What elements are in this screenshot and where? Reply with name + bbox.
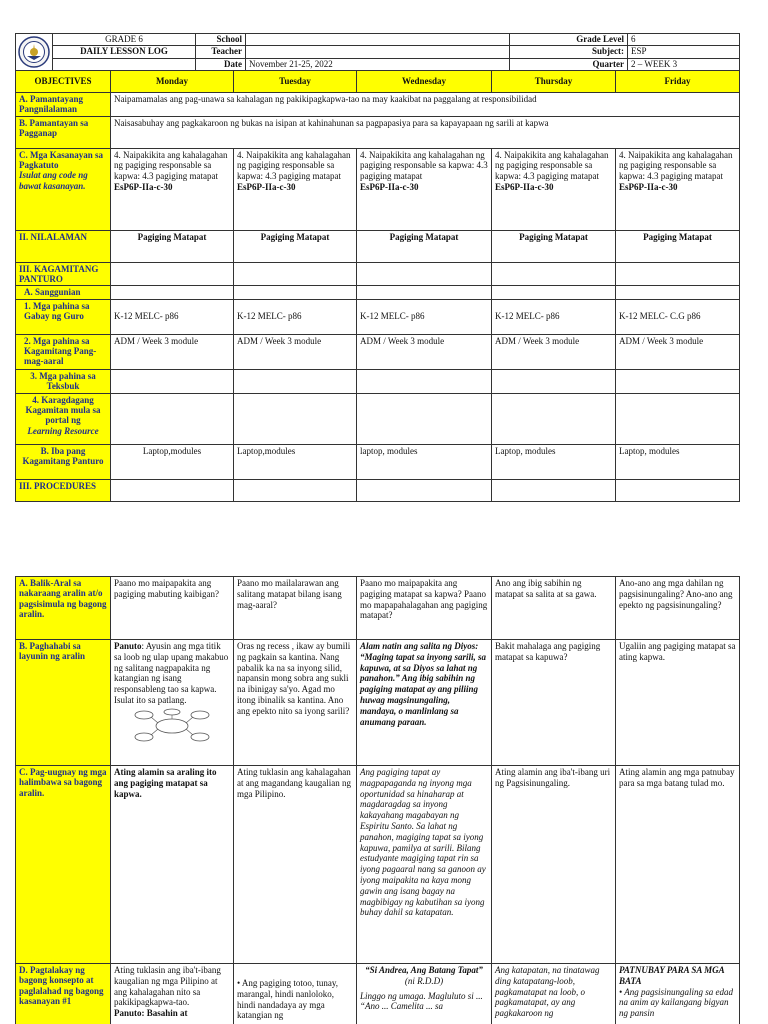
gabay-monday: K-12 MELC- p86 xyxy=(111,299,234,334)
iba-wednesday: laptop, modules xyxy=(357,444,492,479)
paghahabi-friday: Ugaliin ang pagiging matapat sa ating kapwa. xyxy=(616,640,740,766)
subject-value: ESP xyxy=(628,46,740,58)
row-label-kasanayan xyxy=(16,148,111,230)
school-value xyxy=(246,34,510,46)
school-label: School xyxy=(196,34,246,46)
doc-title: DAILY LESSON LOG xyxy=(53,46,196,58)
iba-thursday: Laptop, modules xyxy=(492,444,616,479)
row-label-pagtalakay: D. Pagtalakay ng bagong konsepto at paglalahad ng bagong kasanayan #1 xyxy=(16,964,111,1024)
pagtalakay-thursday: Ang katapatan, na tinatawag ding katapatang-loob, pagkamatapat na loob, o pagkamatapat, ay ang pagkakaroon ng xyxy=(492,964,616,1024)
row-label-karagdagang-kagamitan xyxy=(16,393,111,444)
kasanayan-monday xyxy=(111,148,234,230)
row-label-kagamitang-pang-mag-aaral: 2. Mga pahina sa Kagamitang Pang-mag-aaral xyxy=(16,334,111,369)
kagamitan-monday: ADM / Week 3 module xyxy=(111,334,234,369)
row-label-pamantayan-sa-pagganap: B. Pamantayan sa Pagganap xyxy=(16,116,111,148)
col-tuesday: Tuesday xyxy=(234,71,357,93)
kasanayan-code: EsP6P-IIa-c-30 xyxy=(495,182,554,193)
kasanayan-text: 4. Naipakikita ang kahalagahan ng pagiging responsable sa kapwa: 4.3 pagiging matapat xyxy=(495,149,609,182)
balik-aral-monday: Paano mo maipapakita ang pagiging mabuting kaibigan? xyxy=(111,577,234,640)
kagamitan-thursday: ADM / Week 3 module xyxy=(492,334,616,369)
kasanayan-label-note: Isulat ang code ng bawat kasanayan. xyxy=(19,170,88,191)
col-objectives: OBJECTIVES xyxy=(16,71,111,93)
balik-aral-wednesday: Paano mo maipapakita ang pagiging matapat sa kapwa? Paano mo mapapahalagahan ang pagiging matapat? xyxy=(357,577,492,640)
row-label-gabay-ng-guro: 1. Mga pahina sa Gabay ng Guro xyxy=(16,299,111,334)
lesson-table-page1 xyxy=(15,70,740,502)
pagtalakay-monday-text: Ating tuklasin ang iba't-ibang kaugalian ng mga Pilipino at ang kahalagahan nito sa pakikipagkapwa-tao. xyxy=(114,965,221,1008)
grade-level-value: 6 xyxy=(628,34,740,46)
kasanayan-thursday xyxy=(492,148,616,230)
row-label-sanggunian: A. Sanggunian xyxy=(16,286,111,299)
lesson-table-page2 xyxy=(15,576,740,1024)
karagdagang-label-note: Learning Resource xyxy=(27,425,99,436)
kagamitan-tuesday: ADM / Week 3 module xyxy=(234,334,357,369)
kasanayan-friday xyxy=(616,148,740,230)
pagtalakay-wednesday xyxy=(357,964,492,1024)
kasanayan-wednesday xyxy=(357,148,492,230)
pagtalakay-monday-panuto: Panuto: Basahin at xyxy=(114,1008,188,1019)
nilalaman-thursday: Pagiging Matapat xyxy=(492,230,616,262)
pagtalakay-monday xyxy=(111,964,234,1024)
row-label-iba-pang-kagamitan: B. Iba pang Kagamitang Panturo xyxy=(16,444,111,479)
kasanayan-code: EsP6P-IIa-c-30 xyxy=(619,182,678,193)
kasanayan-code: EsP6P-IIa-c-30 xyxy=(360,182,419,193)
gabay-friday: K-12 MELC- C.G p86 xyxy=(616,299,740,334)
story-text: Linggo ng umaga. Magluluto si ... “Ano ... Camelita ... sa xyxy=(360,990,483,1012)
gabay-wednesday: K-12 MELC- p86 xyxy=(357,299,492,334)
seal-cell xyxy=(16,34,53,71)
balik-aral-friday: Ano-ano ang mga dahilan ng pagsisinungaling? Ano-ano ang epekto ng pagsisinungaling? xyxy=(616,577,740,640)
pag-uugnay-friday: Ating alamin ang mga patnubay para sa mga batang tulad mo. xyxy=(616,766,740,964)
paghahabi-wednesday: Alam natin ang salita ng Diyos: “Maging tapat sa inyong sarili, sa kapuwa, at sa Diyos sa lahat ng panahon.” Ang ibig sabihin ng pagiging matapat ay ang piliing huwag magsinungaling, mandaya, o manlinlang sa anumang paraan. xyxy=(357,640,492,766)
paghahabi-tuesday: Oras ng recess , ikaw ay bumili ng pagkain sa kantina. Nang pabalik ka na sa inyong silid, napansin mong sobra ang sukli na ibinigay sa'yo. Agad mo itong ibinalik sa kantina. Ano ang epekto nito sa iyong sarili? xyxy=(234,640,357,766)
patnubay-text: • Ang pagsisinungaling sa edad na anim ay kailangang bigyan ng pansin xyxy=(619,986,733,1019)
pag-uugnay-wednesday: Ang pagiging tapat ay magpapaganda ng inyong mga oportunidad sa hinaharap at magdaragdag sa inyong kakayahang magabayan ng Espiritu Santo. Sa lahat ng panahon, magiging tapat sa iyong kapuwa, pamilya at sarili. Bilang estudyante magiging tapat rin sa iyong pagaaral nang sa ganoon ay iyong maipakita na kaya mong gawin ang isang bagay na magbibigay ng kabutihan sa iyong buhay dahil sa katapatan. xyxy=(357,766,492,964)
story-title: “Si Andrea, Ang Batang Tapat” xyxy=(365,965,483,975)
gabay-thursday: K-12 MELC- p86 xyxy=(492,299,616,334)
iba-friday: Laptop, modules xyxy=(616,444,740,479)
gabay-tuesday: K-12 MELC- p86 xyxy=(234,299,357,334)
subject-label: Subject: xyxy=(510,46,628,58)
kasanayan-text: 4. Naipakikita ang kahalagahan ng pagiging responsable sa kapwa: 4.3 pagiging matapat xyxy=(114,149,228,182)
iba-tuesday: Laptop,modules xyxy=(234,444,357,479)
pagtalakay-friday xyxy=(616,964,740,1024)
row-label-pag-uugnay: C. Pag-uugnay ng mga halimbawa sa bagong aralin. xyxy=(16,766,111,964)
pag-uugnay-tuesday: Ating tuklasin ang kahalagahan at ang magandang kaugalian ng mga Pilipino. xyxy=(234,766,357,964)
nilalaman-friday: Pagiging Matapat xyxy=(616,230,740,262)
panuto-text: : Ayusin ang mga titik sa loob ng ulap upang makabuo ng salitang nagpapakita ng katangian ng isang responsableng tao sa kapwa. Isulat ito sa patlang. xyxy=(114,641,229,705)
pamantayan-sa-pagganap-value: Naisasabuhay ang pagkakaroon ng bukas na isipan at kahinahunan sa pagpapasiya para sa kapayapaan ng sarili at kapwa xyxy=(111,116,740,148)
grade-title: GRADE 6 xyxy=(53,34,196,46)
col-monday: Monday xyxy=(111,71,234,93)
pagtalakay-tuesday-text: • Ang pagiging totoo, tunay, marangal, hindi nanloloko, hindi nandadaya ay mga katangian ng xyxy=(237,978,339,1021)
row-label-kagamitang-panturo: III. KAGAMITANG PANTURO xyxy=(16,262,111,286)
row-label-nilalaman: II. NILALAMAN xyxy=(16,230,111,262)
patnubay-title: PATNUBAY PARA SA MGA BATA xyxy=(619,965,725,986)
kagamitan-friday: ADM / Week 3 module xyxy=(616,334,740,369)
nilalaman-monday: Pagiging Matapat xyxy=(111,230,234,262)
nilalaman-wednesday: Pagiging Matapat xyxy=(357,230,492,262)
row-label-paghahabi: B. Paghahabi sa layunin ng aralin xyxy=(16,640,111,766)
balik-aral-tuesday: Paano mo mailalarawan ang salitang matapat bilang isang mag-aaral? xyxy=(234,577,357,640)
header-table xyxy=(15,33,740,71)
kasanayan-code: EsP6P-IIa-c-30 xyxy=(114,182,173,193)
grade-level-label: Grade Level xyxy=(510,34,628,46)
panuto-label: Panuto xyxy=(114,641,142,651)
paghahabi-monday xyxy=(111,640,234,766)
word-web-icon xyxy=(132,708,212,744)
nilalaman-tuesday: Pagiging Matapat xyxy=(234,230,357,262)
kasanayan-text: 4. Naipakikita ang kahalagahan ng pagiging responsable sa kapwa: 4.3 pagiging matapat xyxy=(237,149,351,182)
kasanayan-code: EsP6P-IIa-c-30 xyxy=(237,182,296,193)
pamantayang-pangnilalaman-value: Naipamamalas ang pag-unawa sa kahalagan ng pakikipagkapwa-tao na may kaakibat na paggalang at responsibilidad xyxy=(111,93,740,117)
kasanayan-text: 4. Naipakikita ang kahalagahan ng pagiging responsable sa kapwa: 4.3 pagiging matapat xyxy=(360,149,488,182)
row-label-teksbuk: 3. Mga pahina sa Teksbuk xyxy=(16,369,111,393)
paghahabi-thursday: Bakit mahalaga ang pagiging matapat sa kapuwa? xyxy=(492,640,616,766)
deped-seal-icon xyxy=(18,36,50,68)
teacher-label: Teacher xyxy=(196,46,246,58)
kasanayan-tuesday xyxy=(234,148,357,230)
teacher-value xyxy=(246,46,510,58)
quarter-label: Quarter xyxy=(510,58,628,70)
iba-monday: Laptop,modules xyxy=(111,444,234,479)
date-value: November 21-25, 2022 xyxy=(246,58,510,70)
balik-aral-thursday: Ano ang ibig sabihin ng matapat sa salita at sa gawa. xyxy=(492,577,616,640)
date-label: Date xyxy=(196,58,246,70)
row-label-pamantayang-pangnilalaman: A. Pamantayang Pangnilalaman xyxy=(16,93,111,117)
karagdagang-label: 4. Karagdagang Kagamitan mula sa portal ng xyxy=(25,394,101,426)
row-label-procedures: III. PROCEDURES xyxy=(16,479,111,501)
col-thursday: Thursday xyxy=(492,71,616,93)
story-author: (ni R.D.D) xyxy=(404,975,444,986)
pag-uugnay-thursday: Ating alamin ang iba't-ibang uri ng Pagsisinungaling. xyxy=(492,766,616,964)
kasanayan-text: 4. Naipakikita ang kahalagahan ng pagiging responsable sa kapwa: 4.3 pagiging matapat xyxy=(619,149,733,182)
kasanayan-label: C. Mga Kasanayan sa Pagkatuto xyxy=(19,149,104,171)
col-friday: Friday xyxy=(616,71,740,93)
quarter-value: 2 – WEEK 3 xyxy=(628,58,740,70)
pagtalakay-tuesday xyxy=(234,964,357,1024)
row-label-balik-aral: A. Balik-Aral sa nakaraang aralin at/o pagsisimula ng bagong aralin. xyxy=(16,577,111,640)
kagamitan-wednesday: ADM / Week 3 module xyxy=(357,334,492,369)
pag-uugnay-monday: Ating alamin sa araling ito ang pagiging matapat sa kapwa. xyxy=(111,766,234,964)
col-wednesday: Wednesday xyxy=(357,71,492,93)
